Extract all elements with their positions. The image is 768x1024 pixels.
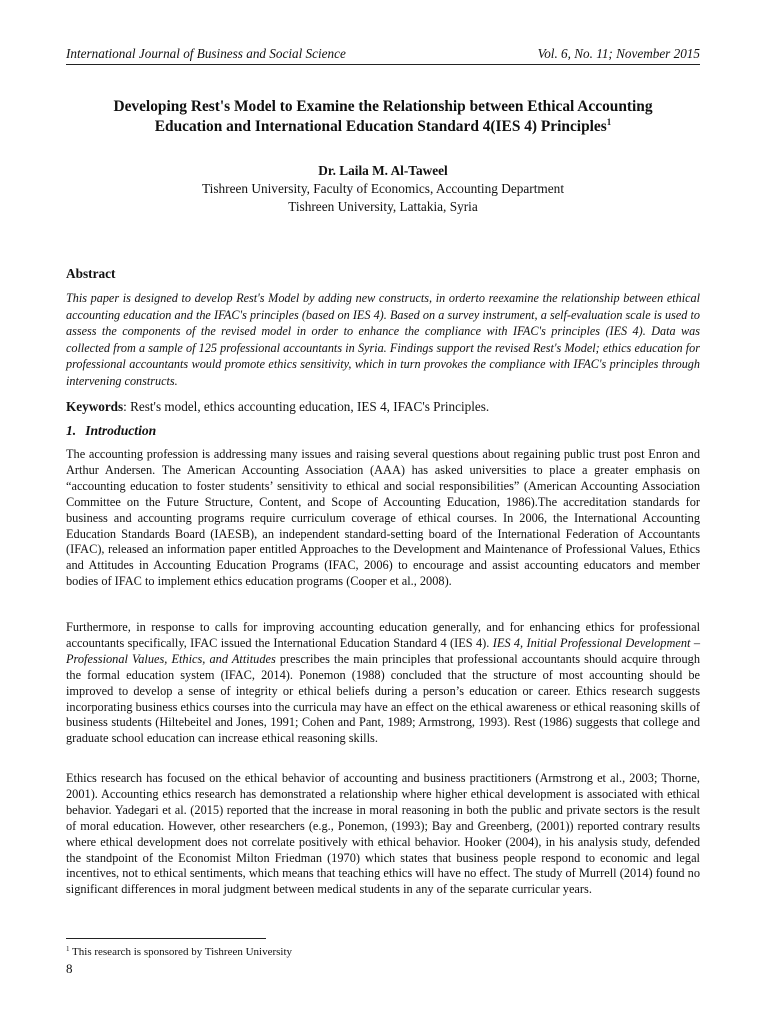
- section-heading-introduction: [66, 422, 156, 439]
- section-number: 1.: [66, 423, 77, 438]
- ies4-title-italic: IES 4, Initial Professional Development – Professional Values, Ethics, and Attitudes: [66, 635, 700, 666]
- running-header: [66, 46, 700, 62]
- footnote-text: This research is sponsored by Tishreen University: [69, 946, 293, 958]
- author-block: [66, 162, 700, 216]
- title-footnote-mark: 1: [606, 117, 612, 127]
- author-name: Dr. Laila M. Al-Taweel: [318, 163, 448, 178]
- title-line-2: Education and International Education Standard 4(IES 4) Principles$^1$: [154, 117, 612, 135]
- journal-name: International Journal of Business and Social Science: [66, 46, 346, 61]
- intro-paragraph-2: Furthermore, in response to calls for improving accounting education generally, and for enhancing ethics for professional accountants specifically, IFAC issued the International Education Standard 4 (IES 4). IES 4, Initial Professional Development – Professional Values, Ethics, and Attitudes prescribes the main principles that professional accountants should acquire through the formal education system (IFAC, 2014). Ponemon (1988) concluded that the structure of most accounting should be improved to develop a sense of integrity or ethical beliefs during a person’s education or career. Ethics research suggests incorporating business ethics courses into the curricula may have an effect on the ethical awareness or ethical reasoning skills of business students (Hiltebeitel and Jones, 1991; Cohen and Pant, 1989; Armstrong, 1993). Rest (1986) suggests that college and graduate school education can increase ethical reasoning skills.: [66, 620, 700, 746]
- volume-info: Vol. 6, No. 11; November 2015: [537, 46, 700, 61]
- abstract-heading: Abstract: [66, 266, 116, 281]
- header-rule: [66, 64, 700, 65]
- page-number: 8: [66, 961, 73, 976]
- footnote-mark: 1: [66, 945, 70, 953]
- intro-paragraph-1: The accounting profession is addressing many issues and raising several questions about regaining public trust post Enron and Arthur Andersen. The American Accounting Association (AAA) has asked universities to place a greater emphasis on “accounting education to foster students’ sensitivity to ethical and social responsibilities” (American Accounting Association Committee on the Future Structure, Content, and Scope of Accounting Education, 1986).The accreditation standards for business and accounting programs require curriculum coverage of ethical courses. In 2006, the International Accounting Education Standards Board (IAESB), an independent standard-setting board of the International Federation of Accountants (IFAC), released an information paper entitled Approaches to the Development and Maintenance of Professional Values, Ethics and Attitudes in Accounting Education Programs (IFAC, 2006) to encourage and assist accounting educators and member bodies of IFAC to implement ethics education programs (Cooper et al., 2008).: [66, 447, 700, 589]
- abstract-body: This paper is designed to develop Rest's Model by adding new constructs, in orderto reexamine the relationship between ethical accounting education and the IFAC's principles (based on IES 4). Based on a survey instrument, a self-evaluation scale is used to assess the components of the revised model in order to enhance the compliance with IFAC's principles (IES 4). Data was collected from a sample of 125 professional accountants in Syria. Findings support the revised Rest's Model; ethics education for professional accountants would promote ethics sensitivity, which in turn provokes the compliance with IFAC's principles through intervening constructs.: [66, 291, 700, 388]
- title-line-1: Developing Rest's Model to Examine the Relationship between Ethical Accounting: [113, 98, 653, 115]
- footnote: [66, 945, 292, 959]
- keywords-label: Keywords: [66, 399, 124, 414]
- paper-title: [66, 97, 700, 137]
- author-affiliation-2: Tishreen University, Lattakia, Syria: [288, 199, 478, 214]
- keywords-text: : Rest's model, ethics accounting education, IES 4, IFAC's Principles.: [123, 399, 490, 414]
- section-title: Introduction: [85, 423, 157, 438]
- author-affiliation-1: Tishreen University, Faculty of Economics, Accounting Department: [201, 181, 565, 196]
- keywords-line: [66, 398, 700, 415]
- intro-paragraph-3: Ethics research has focused on the ethical behavior of accounting and business practitioners (Armstrong et al., 2003; Thorne, 2001). Accounting ethics research has demonstrated a relationship where higher ethical development is associated with ethical behavior. Yadegari et al. (2015) reported that the increase in moral reasoning in both the public and private sectors is the result of moral education. However, other researchers (e.g., Ponemon, (1993); Bay and Greenberg, (2001)) reported contrary results where ethical development does not correlate positively with ethical behavior. Hooker (2004), in his analysis study, defended the standpoint of the Economist Milton Friedman (1970) which states that business people respond to economic and legal incentives, not to ethical sentiments, which means that teaching ethics will have no effect. The study of Murrell (2014) found no significant differences in moral judgment between medical students in any of the separate curricular years.: [66, 771, 700, 897]
- footnote-rule: [66, 938, 266, 939]
